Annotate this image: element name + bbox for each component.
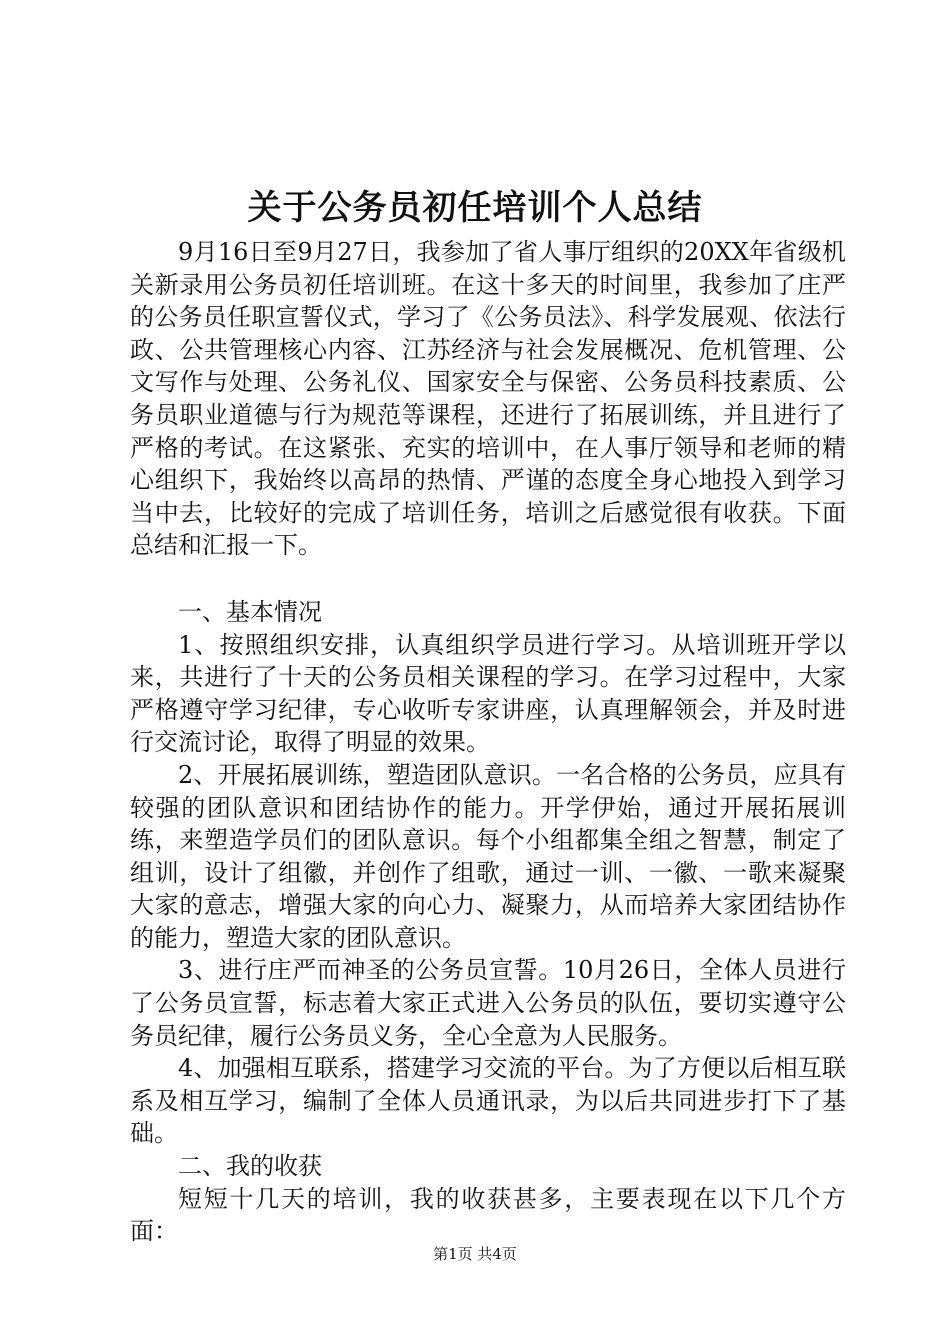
page-number-footer: 第1页 共4页 (433, 1245, 517, 1263)
item-1-paragraph: 1、按照组织安排，认真组织学员进行学习。从培训班开学以来，共进行了十天的公务员相关课程的学习。在学习过程中，大家严格遵守学习纪律，专心收听专家讲座，认真理解领会，并及时进行交流讨论，取得了明显的效果。 (130, 630, 846, 757)
item-4-paragraph: 4、加强相互联系，搭建学习交流的平台。为了方便以后相互联系及相互学习，编制了全体人员通讯录，为以后共同进步打下了基础。 (130, 1054, 846, 1148)
intro-paragraph: 9月16日至9月27日，我参加了省人事厅组织的20XX年省级机关新录用公务员初任培训班。在这十多天的时间里，我参加了庄严的公务员任职宣誓仪式，学习了《公务员法》、科学发展观、依法行政、公共管理核心内容、江苏经济与社会发展概况、危机管理、公文写作与处理、公务礼仪、国家安全与保密、公务员科技素质、公务员职业道德与行为规范等课程，还进行了拓展训练，并且进行了严格的考试。在这紧张、充实的培训中，在人事厅领导和老师的精心组织下，我始终以高昂的热情、严谨的态度全身心地投入到学习当中去，比较好的完成了培训任务，培训之后感觉很有收获。下面总结和汇报一下。 (130, 238, 846, 560)
document-title: 关于公务员初任培训个人总结 (247, 188, 703, 228)
paragraph-spacer (130, 562, 846, 596)
document-body (130, 236, 846, 1248)
item-2-paragraph: 2、开展拓展训练，塑造团队意识。一名合格的公务员，应具有较强的团队意识和团结协作的能力。开学伊始，通过开展拓展训练，来塑造学员们的团队意识。每个小组都集全组之智慧，制定了组训，设计了组徽，并创作了组歌，通过一训、一徽、一歌来凝聚大家的意志，增强大家的向心力、凝聚力，从而培养大家团结协作的能力，塑造大家的团队意识。 (130, 760, 846, 952)
section-heading-gains: 二、我的收获 (178, 1152, 322, 1181)
item-3-paragraph: 3、进行庄严而神圣的公务员宣誓。10月26日，全体人员进行了公务员宣誓，标志着大家正式进入公务员的队伍，要切实遵守公务员纪律，履行公务员义务，全心全意为人民服务。 (130, 956, 846, 1050)
section-heading-basic-situation: 一、基本情况 (178, 597, 322, 626)
gains-intro-paragraph: 短短十几天的培训，我的收获甚多，主要表现在以下几个方面： (130, 1184, 846, 1246)
